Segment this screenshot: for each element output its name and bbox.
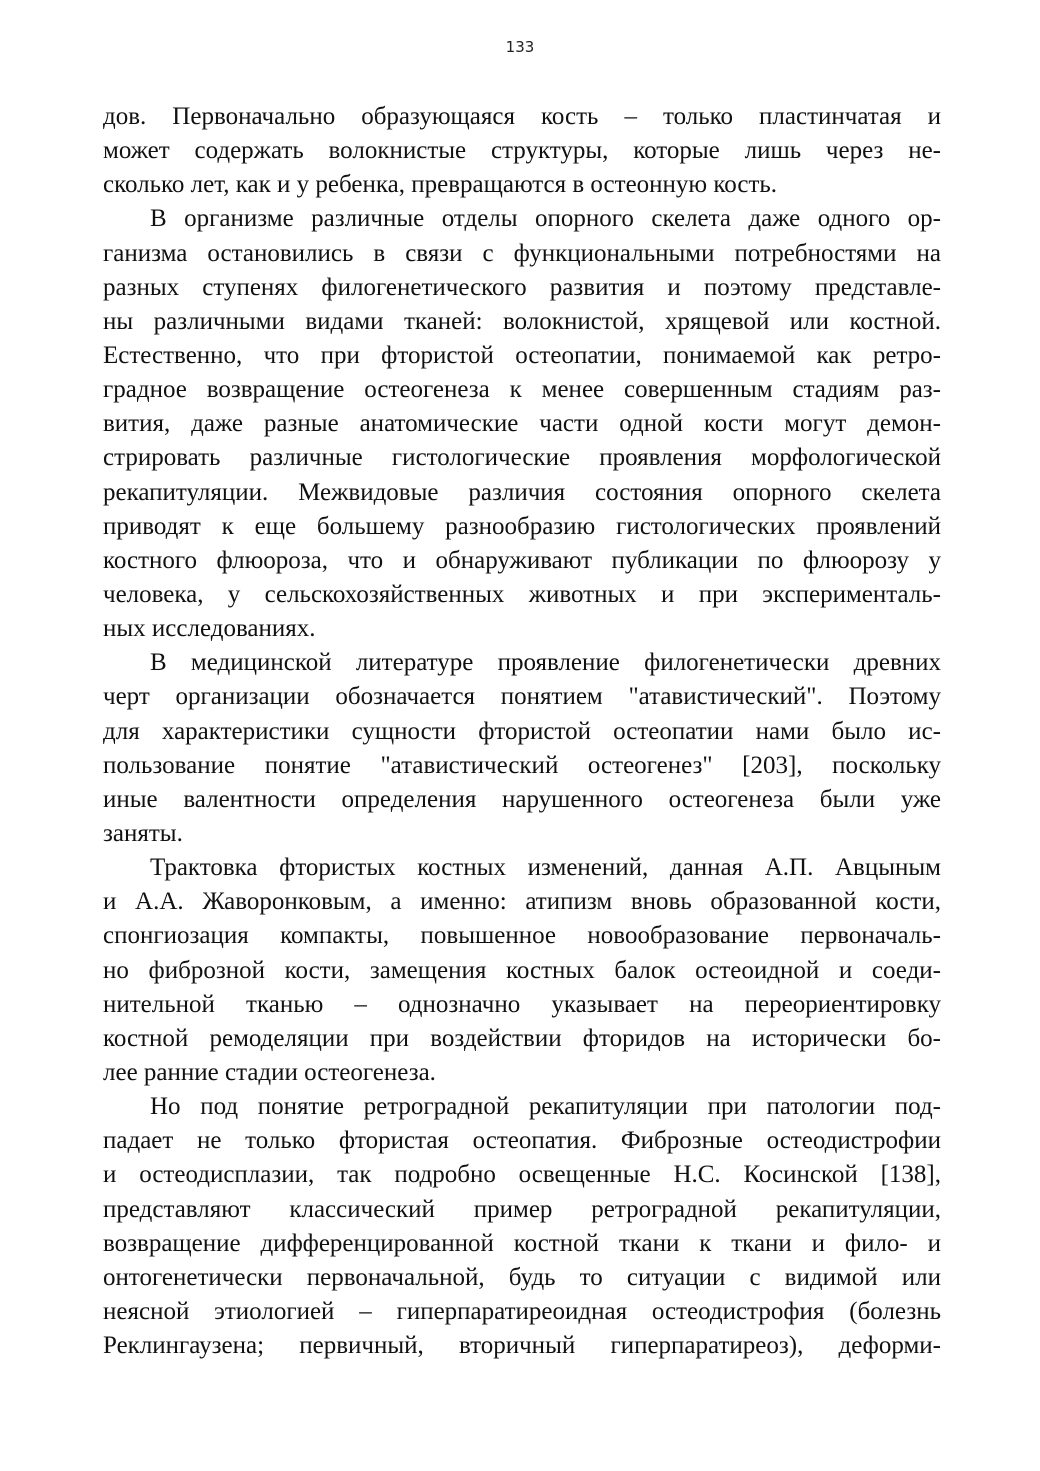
text-line: Но под понятие ретроградной рекапитуляции при патологии под- xyxy=(150,1093,941,1121)
text-line: возвращение дифференцированной костной ткани к ткани и фило- и xyxy=(103,1229,941,1257)
text-line: падает не только фтористая остеопатия. Фиброзные остеодистрофии xyxy=(103,1127,941,1155)
text-line: и остеодисплазии, так подробно освещенные Н.С. Косинской [138], xyxy=(103,1161,941,1189)
text-line: нительной тканью – однозначно указывает на переориентировку xyxy=(103,990,941,1018)
text-line: костной ремоделяции при воздействии фторидов на исторически бо- xyxy=(103,1024,941,1052)
body-text xyxy=(103,100,941,1363)
text-line: иные валентности определения нарушенного остеогенеза были уже xyxy=(103,785,941,813)
text-line: дов. Первоначально образующаяся кость – только пластинчатая и xyxy=(103,103,941,130)
text-line: онтогенетически первоначальной, будь то ситуации с видимой или xyxy=(103,1263,941,1291)
text-line: Естественно, что при фтористой остеопатии, понимаемой как ретро- xyxy=(103,341,941,369)
text-line: может содержать волокнистые структуры, которые лишь через не- xyxy=(103,137,941,165)
text-line: Трактовка фтористых костных изменений, данная А.П. Авцыным xyxy=(150,854,941,882)
text-line: лее ранние стадии остеогенеза. xyxy=(103,1058,436,1086)
text-line: ны различными видами тканей: волокнистой, хрящевой или костной. xyxy=(103,307,941,335)
text-line: Реклингаузена; первичный, вторичный гиперпаратиреоз), деформи- xyxy=(103,1332,941,1360)
text-line: но фиброзной кости, замещения костных балок остеоидной и соеди- xyxy=(103,956,941,984)
text-line: градное возвращение остеогенеза к менее совершенным стадиям раз- xyxy=(103,376,941,404)
text-line: В организме различные отделы опорного скелета даже одного ор- xyxy=(150,205,941,233)
text-line: В медицинской литературе проявление филогенетически древних xyxy=(150,649,941,677)
text-line: вития, даже разные анатомические части одной кости могут демон- xyxy=(103,410,941,438)
text-line: неясной этиологией – гиперпаратиреоидная остеодистрофия (болезнь xyxy=(103,1297,941,1325)
text-line: приводят к еще большему разнообразию гистологических проявлений xyxy=(103,512,941,540)
text-line: представляют классический пример ретроградной рекапитуляции, xyxy=(103,1195,941,1223)
text-line: разных ступенях филогенетического развития и поэтому представле- xyxy=(103,273,941,301)
text-line: черт организации обозначается понятием "атавистический". Поэтому xyxy=(103,683,941,711)
text-line: сколько лет, как и у ребенка, превращаются в остеонную кость. xyxy=(103,171,778,199)
text-line: ганизма остановились в связи с функциональными потребностями на xyxy=(103,239,941,267)
text-line: рекапитуляции. Межвидовые различия состояния опорного скелета xyxy=(103,478,941,506)
page-number: 133 xyxy=(505,38,535,56)
text-line: и А.А. Жаворонковым, а именно: атипизм вновь образованной кости, xyxy=(103,888,941,916)
text-line: для характеристики сущности фтористой остеопатии нами было ис- xyxy=(103,717,941,745)
text-line: заняты. xyxy=(103,819,183,847)
text-line: костного флюороза, что и обнаруживают публикации по флюорозу у xyxy=(103,546,941,574)
text-line: пользование понятие "атавистический остеогенез" [203], поскольку xyxy=(103,751,941,779)
text-line: человека, у сельскохозяйственных животных и при эксперименталь- xyxy=(103,580,941,608)
text-line: стрировать различные гистологические проявления морфологической xyxy=(103,444,941,472)
text-line: спонгиозация компакты, повышенное новообразование первоначаль- xyxy=(103,922,941,950)
text-line: ных исследованиях. xyxy=(103,615,316,643)
